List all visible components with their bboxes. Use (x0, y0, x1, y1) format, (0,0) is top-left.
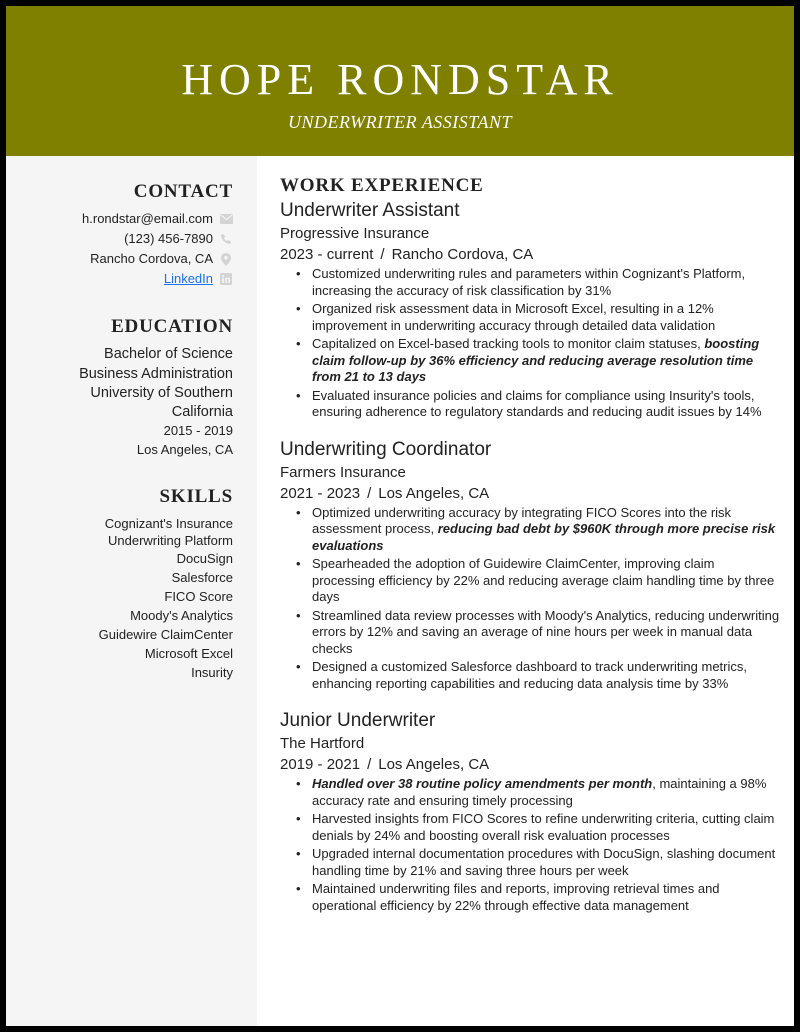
bullet-item (300, 659, 780, 692)
skill-item (6, 515, 233, 549)
contact-section (6, 180, 233, 289)
candidate-name: HOPE RONDSTAR (181, 55, 619, 104)
bullet-text-after: , maintaining a 98% accuracy rate and ensuring timely processing (312, 776, 767, 808)
bullet-text: Customized underwriting rules and parameters within Cognizant's Platform, increasing the accuracy of risk classification by 31% (312, 266, 746, 298)
bullet-text: Harvested insights from FICO Scores to refine underwriting criteria, cutting claim denials by 24% and boosting overall risk evaluation processes (312, 811, 775, 843)
skill-item: FICO Score (164, 588, 233, 604)
company-name: Farmers Insurance (280, 463, 406, 481)
job-bullets (280, 266, 780, 421)
job-dates: 2021 - 2023 (280, 484, 361, 502)
bullet-text: Streamlined data review processes with Moody's Analytics, reducing underwriting errors by 12% and saving an average of nine hours per week in manual data checks (312, 607, 780, 656)
skills-section (6, 485, 233, 682)
skills-list (6, 515, 233, 682)
bullet-text: Capitalized on Excel-based tracking tools to monitor claim statuses, (312, 336, 705, 351)
bullet-item (300, 776, 780, 809)
bullet-text: Maintained underwriting files and reports, improving retrieval times and operational efficiency by 22% through effective data management (312, 881, 720, 913)
bullet-text: Spearheaded the adoption of Guidewire ClaimCenter, improving claim processing efficiency by 22% and reducing average claim handling time by three days (312, 556, 775, 604)
job-bullets (280, 505, 780, 693)
job-dates: 2019 - 2021 (280, 756, 361, 773)
education-location: Los Angeles, CA (136, 441, 233, 457)
bullet-text: Optimized underwriting accuracy by integrating FICO Scores into the risk assessment process, (312, 504, 732, 536)
separator: / (367, 756, 372, 773)
skill-item: Guidewire ClaimCenter (98, 626, 233, 642)
degree: Bachelor of Science (104, 346, 233, 362)
school-line-1: University of Southern (90, 385, 233, 401)
bullet-item (300, 336, 780, 386)
contact-heading: CONTACT (133, 181, 233, 202)
job-entry (280, 198, 780, 421)
contact-email (6, 209, 233, 229)
bullet-text: Designed a customized Salesforce dashboard to track underwriting metrics, enhancing reporting capabilities and reducing data analysis time by 33% (312, 659, 747, 691)
company-name: The Hartford (280, 735, 365, 752)
envelope-icon (219, 212, 233, 226)
contact-list (6, 209, 233, 289)
education-years: 2015 - 2019 (163, 422, 233, 438)
job-meta (280, 483, 780, 504)
bullet-item (300, 301, 780, 334)
linkedin-link[interactable]: LinkedIn (163, 271, 213, 286)
separator: / (380, 246, 385, 263)
bullet-item (300, 388, 780, 421)
skill-item: Microsoft Excel (144, 645, 233, 661)
bullet-item (300, 266, 780, 299)
skill-item: Moody's Analytics (130, 607, 233, 623)
separator: / (367, 484, 372, 502)
work-experience-heading: WORK EXPERIENCE (280, 175, 484, 196)
education-details (6, 345, 233, 459)
skill-item-line-1: Cognizant's Insurance (104, 515, 233, 531)
bullet-text: Organized risk assessment data in Microsoft Excel, resulting in a 12% improvement in underwriting accuracy through detailed data validation (312, 301, 716, 333)
school-line-2: California (171, 403, 233, 420)
bullet-item (300, 505, 780, 555)
job-location: Los Angeles, CA (378, 484, 490, 502)
contact-linkedin (6, 269, 233, 289)
skill-item: DocuSign (176, 550, 233, 566)
map-pin-icon (219, 252, 233, 266)
skill-item-line-2: Underwriting Platform (108, 532, 233, 548)
job-meta (280, 244, 780, 265)
phone-text[interactable]: (123) 456-7890 (124, 231, 213, 246)
bullet-item (300, 608, 780, 658)
job-title: Junior Underwriter (280, 710, 436, 731)
skill-item: Insurity (191, 664, 233, 680)
bullet-text: Upgraded internal documentation procedures with DocuSign, slashing document handling time by 21% and saving three hours per week (312, 846, 776, 878)
bullet-item (300, 556, 780, 606)
candidate-title: UNDERWRITER ASSISTANT (287, 112, 512, 132)
job-entry (280, 708, 780, 914)
job-bullets (280, 776, 780, 914)
bullet-text: Evaluated insurance policies and claims for compliance using Insurity's tools, ensuring adherence to regulatory standards and reducing audit issues by 14% (312, 387, 762, 419)
major: Business Administration (79, 365, 233, 382)
email-text[interactable]: h.rondstar@email.com (82, 211, 213, 226)
education-heading: EDUCATION (111, 316, 233, 337)
skill-item: Salesforce (171, 569, 233, 585)
sidebar (6, 156, 257, 1026)
resume-page (6, 6, 794, 1026)
contact-phone (6, 229, 233, 249)
company-name: Progressive Insurance (280, 225, 430, 242)
bullet-emphasis: boosting claim follow-up by 36% efficiency and reducing average resolution time from 21 to 13 days (312, 336, 760, 384)
bullet-emphasis: Handled over 38 routine policy amendments per month (312, 776, 653, 791)
job-meta (280, 754, 780, 775)
skills-heading: SKILLS (159, 485, 233, 507)
bullet-emphasis: reducing bad debt by $960K through more precise risk evaluations (312, 521, 776, 553)
job-location: Los Angeles, CA (378, 756, 490, 773)
job-location: Rancho Cordova, CA (391, 246, 534, 263)
job-dates: 2023 - current (280, 246, 374, 263)
education-section (6, 315, 233, 459)
job-title: Underwriting Coordinator (280, 438, 492, 460)
bullet-item (300, 811, 780, 844)
job-title: Underwriter Assistant (280, 200, 460, 221)
bullet-item (300, 881, 780, 914)
job-entry (280, 437, 780, 693)
location-text: Rancho Cordova, CA (90, 251, 213, 266)
phone-icon (219, 232, 233, 246)
bullet-item (300, 846, 780, 879)
contact-location (6, 249, 233, 269)
main-content (280, 156, 780, 930)
linkedin-icon (219, 272, 233, 286)
resume-header (6, 6, 794, 156)
